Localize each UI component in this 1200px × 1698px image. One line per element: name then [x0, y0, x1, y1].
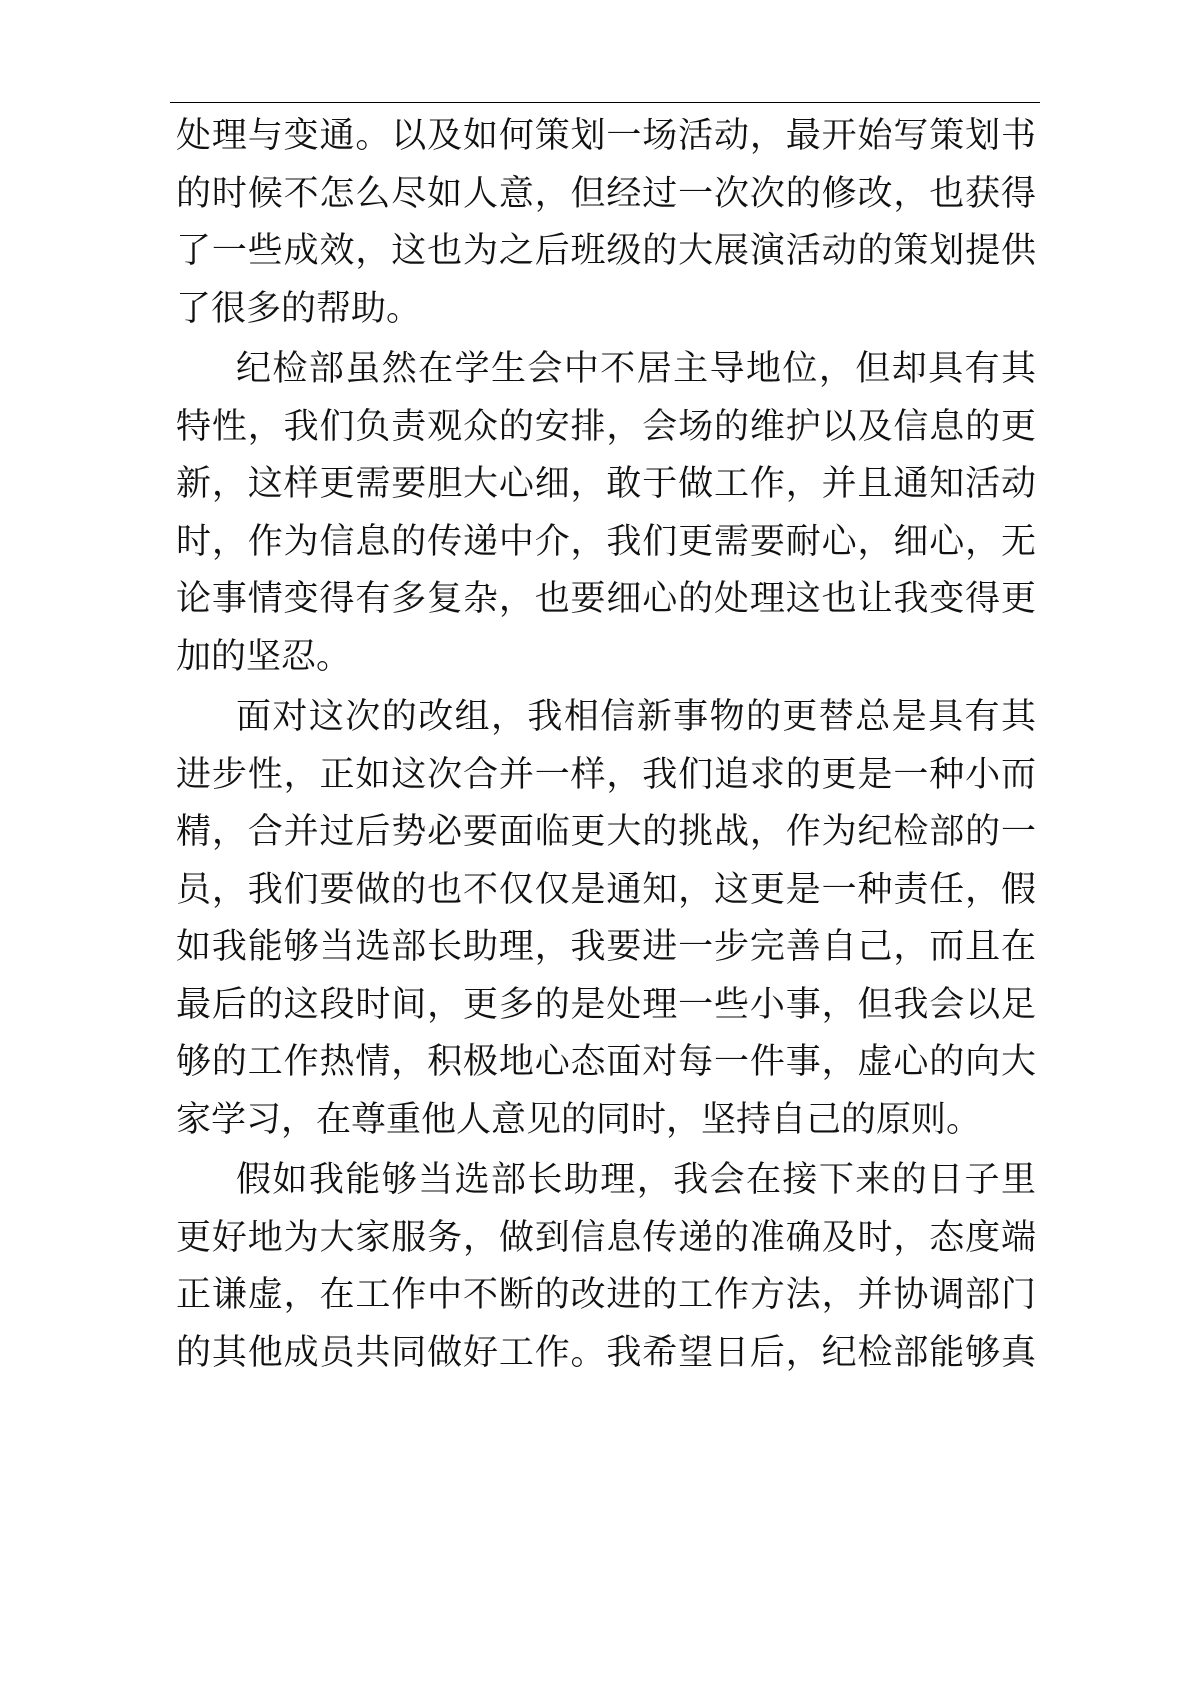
header-rule — [170, 102, 1040, 103]
text-line: 特性，我们负责观众的安排，会场的维护以及信息的更 — [176, 406, 1036, 447]
text-line: 新，这样更需要胆大心细，敢于做工作，并且通知活动 — [176, 464, 1036, 504]
text-line: 加的坚忍。 — [176, 636, 352, 677]
text-line: 正谦虚，在工作中不断的改进的工作方法，并协调部门 — [176, 1275, 1036, 1315]
paragraph-1 — [176, 108, 1036, 338]
text-line: 纪检部虽然在学生会中不居主导地位，但却具有其 — [236, 349, 1036, 389]
text-line: 论事情变得有多复杂，也要细心的处理这也让我变得更 — [176, 579, 1036, 619]
paragraph-2 — [176, 341, 1036, 686]
text-line: 够的工作热情，积极地心态面对每一件事，虚心的向大 — [176, 1042, 1036, 1082]
text-line: 了很多的帮助。 — [176, 288, 422, 329]
text-line: 如我能够当选部长助理，我要进一步完善自己，而且在 — [176, 927, 1036, 967]
text-line: 的其他成员共同做好工作。我希望日后，纪检部能够真 — [176, 1332, 1036, 1373]
text-line: 家学习，在尊重他人意见的同时，坚持自己的原则。 — [176, 1099, 982, 1140]
text-line: 更好地为大家服务，做到信息传递的准确及时，态度端 — [176, 1217, 1036, 1258]
body-text — [176, 108, 1036, 1382]
text-line: 精，合并过后势必要面临更大的挑战，作为纪检部的一 — [176, 812, 1036, 852]
paragraph-4 — [176, 1152, 1036, 1382]
text-line: 进步性，正如这次合并一样，我们追求的更是一种小而 — [176, 754, 1036, 795]
text-line: 面对这次的改组，我相信新事物的更替总是具有其 — [236, 697, 1036, 737]
text-line: 假如我能够当选部长助理，我会在接下来的日子里 — [236, 1160, 1036, 1200]
text-line: 最后的这段时间，更多的是处理一些小事，但我会以足 — [176, 984, 1036, 1025]
text-line: 的时候不怎么尽如人意，但经过一次次的修改，也获得 — [176, 173, 1036, 214]
paragraph-3 — [176, 689, 1036, 1149]
text-line: 处理与变通。以及如何策划一场活动，最开始写策划书 — [176, 116, 1036, 156]
text-line: 员，我们要做的也不仅仅是通知，这更是一种责任，假 — [176, 869, 1036, 910]
text-line: 了一些成效，这也为之后班级的大展演活动的策划提供 — [176, 231, 1036, 271]
text-line: 时，作为信息的传递中介，我们更需要耐心，细心，无 — [176, 521, 1036, 562]
